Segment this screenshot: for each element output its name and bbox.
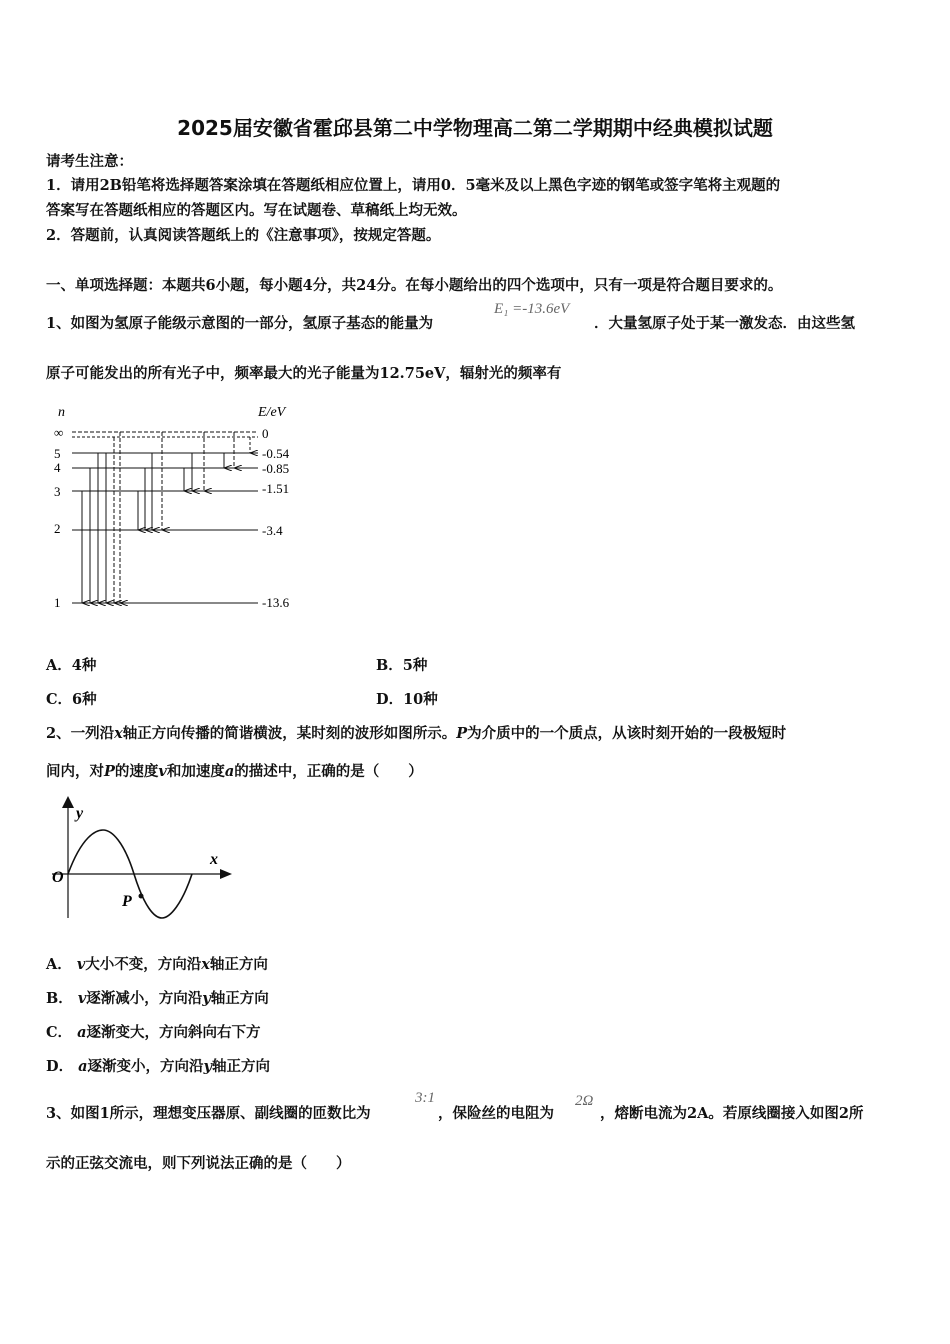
- x-axis-label: x: [210, 851, 218, 868]
- q1-text-c: 原子可能发出的所有光子中，频率最大的光子能量为12.75eV，辐射光的频率有: [46, 365, 562, 382]
- level-n-2: 2: [54, 521, 61, 536]
- level-e-4: -0.85: [262, 461, 290, 476]
- level-e-1: -13.6: [262, 595, 290, 610]
- q3-text-b: ，保险丝的电阻为: [438, 1105, 554, 1122]
- notice-line-1b: 答案写在答题纸相应的答题区内。写在试题卷、草稿纸上均无效。: [46, 202, 467, 219]
- transitions-to-n1: [82, 453, 106, 603]
- y-axis-arrow: [62, 796, 74, 808]
- energy-axis-label: E/eV: [258, 405, 286, 420]
- level-e-5: -0.54: [262, 446, 290, 461]
- q2-option-c: C． a逐渐变大，方向斜向右下方: [46, 1024, 261, 1041]
- origin-label: O: [52, 869, 64, 886]
- q2-option-d: D． a逐渐变小，方向沿y轴正方向: [46, 1058, 270, 1075]
- transitions-to-n3: [184, 453, 192, 491]
- level-e-3: -1.51: [262, 481, 290, 496]
- q3-ratio: 3:1: [415, 1090, 435, 1106]
- q2-line-2: 间内，对P的速度v和加速度a的描述中，正确的是（ ）: [46, 763, 423, 780]
- q1-text-a: 1、如图为氢原子能级示意图的一部分，氢原子基态的能量为: [46, 315, 434, 332]
- q2-option-a: A． v大小不变，方向沿x轴正方向: [46, 956, 268, 973]
- q1-option-a: A．4种: [46, 657, 97, 674]
- q1-option-c: C．6种: [46, 691, 97, 708]
- q1-formula: E₁ =-13.6eV: [494, 301, 570, 317]
- q2-line-1: 2、一列沿x轴正方向传播的简谐横波，某时刻的波形如图所示。P为介质中的一个质点，从该时刻开始的一段极短时: [46, 725, 787, 742]
- q3-resistance: 2Ω: [575, 1093, 594, 1109]
- notice-heading: 请考生注意：: [46, 153, 133, 170]
- x-axis-arrow: [220, 869, 232, 879]
- q3-text-c: ，熔断电流为2A。若原线圈接入如图2所: [600, 1105, 864, 1122]
- q3-text-a: 3、如图1所示，理想变压器原、副线圈的匝数比为: [46, 1105, 371, 1122]
- notice-line-2: 2．答题前，认真阅读答题纸上的《注意事项》，按规定答题。: [46, 227, 441, 244]
- point-p-label: P: [122, 893, 132, 910]
- point-p: [139, 894, 144, 899]
- q3-line-2: 示的正弦交流电，则下列说法正确的是（ ）: [46, 1155, 351, 1172]
- q1-option-d: D．10种: [376, 691, 438, 708]
- q1-option-b: B．5种: [376, 657, 428, 674]
- q1-text-b: ．大量氢原子处于某一激发态．由这些氢: [594, 315, 855, 332]
- level-e-inf: 0: [262, 426, 269, 441]
- level-n-4: 4: [54, 460, 61, 475]
- wave-diagram: [44, 792, 244, 924]
- energy-level-diagram: [44, 400, 314, 620]
- level-n-3: 3: [54, 484, 61, 499]
- page-title: 2025届安徽省霍邱县第二中学物理高二第二学期期中经典模拟试题: [177, 116, 773, 140]
- y-axis-label: y: [76, 805, 84, 822]
- section-heading: 一、单项选择题：本题共6小题，每小题4分，共24分。在每小题给出的四个选项中，只有一项是符合题目要求的。: [46, 277, 783, 294]
- n-axis-label: n: [58, 405, 65, 420]
- notice-line-1a: 1．请用2B铅笔将选择题答案涂填在答题纸相应位置上，请用0．5毫米及以上黑色字迹的钢笔或签字笔将主观题的: [46, 177, 781, 194]
- level-n-inf: ∞: [54, 425, 64, 440]
- level-n-5: 5: [54, 446, 61, 461]
- level-n-1: 1: [54, 595, 61, 610]
- level-e-2: -3.4: [262, 523, 283, 538]
- q2-option-b: B． v逐渐减小，方向沿y轴正方向: [46, 990, 269, 1007]
